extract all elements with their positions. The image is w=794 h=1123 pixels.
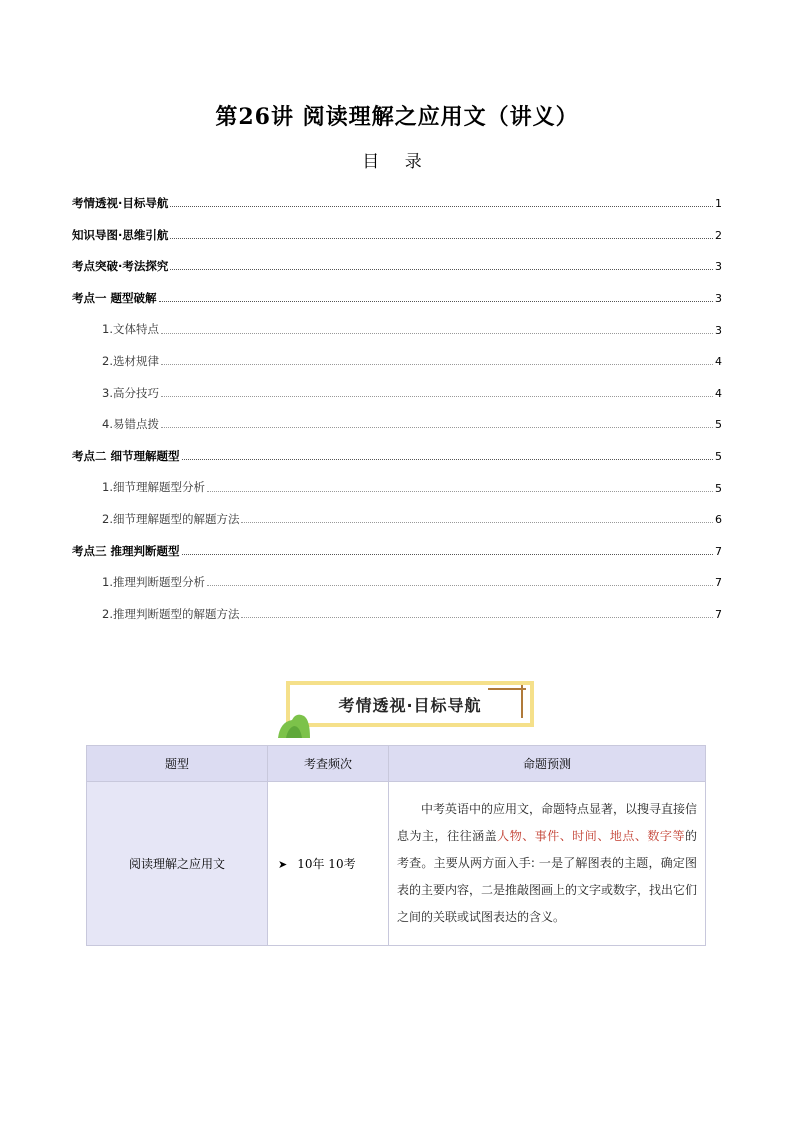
toc-item[interactable] [72, 220, 722, 252]
toc-item-page: 4 [715, 355, 722, 369]
toc-leader-dots [241, 522, 713, 523]
page-title: 第26讲 阅读理解之应用文（讲义） [215, 104, 579, 130]
toc-item-page: 2 [715, 228, 722, 242]
toc-item-page: 3 [715, 260, 722, 274]
toc-item-page: 6 [715, 513, 722, 527]
header-prediction: 命题预测 [389, 746, 706, 782]
toc-item-label: 1.推理判断题型分析 [102, 575, 205, 590]
toc-leader-dots [207, 491, 713, 492]
toc-item[interactable] [72, 567, 722, 599]
toc-item-label: 考点一 题型破解 [72, 290, 157, 305]
toc-item[interactable] [72, 472, 722, 504]
toc-item[interactable] [72, 251, 722, 283]
toc-leader-dots [159, 301, 713, 302]
exam-info-table [86, 745, 706, 946]
toc-item-label: 2.细节理解题型的解题方法 [102, 511, 240, 526]
toc-item-page: 3 [715, 292, 722, 306]
toc-leader-dots [170, 269, 713, 270]
toc-item[interactable] [72, 536, 722, 568]
cell-frequency [268, 782, 389, 946]
table-row [87, 782, 706, 946]
toc-item-label: 知识导图·思维引航 [72, 227, 169, 242]
prediction-text-start: 中考英语中的应用文，命题特点显著，以搜寻直接信息为主，往往涵盖 [397, 802, 698, 843]
arrow-bullet-icon: ➤ [278, 858, 288, 871]
toc-leader-dots [161, 427, 713, 428]
toc-leader-dots [161, 364, 713, 365]
toc-item-page: 7 [715, 576, 722, 590]
toc-item-label: 4.易错点拨 [102, 417, 159, 432]
prediction-text-end: 的考查。主要从两方面入手: 一是了解图表的主题，确定图表的主要内容，二是推敲图画上的文字或数字，找出它们之间的关联或试图表达的含义。 [397, 829, 698, 924]
toc-leader-dots [182, 459, 713, 460]
header-frequency: 考查频次 [268, 746, 389, 782]
toc-item[interactable] [72, 441, 722, 473]
toc-heading: 目 录 [362, 152, 432, 172]
toc-leader-dots [241, 617, 713, 618]
toc-item[interactable] [72, 283, 722, 315]
header-type: 题型 [87, 746, 268, 782]
table-header-row [87, 746, 706, 782]
toc-item-page: 5 [715, 481, 722, 495]
cell-prediction [389, 782, 706, 946]
frequency-value: 10年 10考 [297, 857, 356, 871]
toc-item-label: 3.高分技巧 [102, 385, 159, 400]
toc-item-page: 5 [715, 418, 722, 432]
toc-item-page: 1 [715, 197, 722, 211]
toc-item-page: 7 [715, 608, 722, 622]
mountain-icon [276, 676, 546, 740]
toc-item-label: 考点三 推理判断题型 [72, 543, 180, 558]
toc-item-page: 5 [715, 450, 722, 464]
toc-item[interactable] [72, 188, 722, 220]
toc-item[interactable] [72, 346, 722, 378]
toc-item-label: 考点二 细节理解题型 [72, 448, 180, 463]
toc-leader-dots [170, 206, 713, 207]
toc-item[interactable] [72, 378, 722, 410]
toc-item[interactable] [72, 599, 722, 631]
cell-question-type: 阅读理解之应用文 [87, 782, 268, 946]
toc-item-label: 1.细节理解题型分析 [102, 480, 205, 495]
toc-item-page: 4 [715, 386, 722, 400]
toc-item[interactable] [72, 409, 722, 441]
toc-item-label: 考情透视·目标导航 [72, 196, 169, 211]
toc-item-page: 3 [715, 323, 722, 337]
toc-item[interactable] [72, 504, 722, 536]
toc-leader-dots [161, 333, 713, 334]
prediction-highlight: 人物、事件、时间、地点、数字等 [497, 829, 685, 843]
toc-leader-dots [182, 554, 713, 555]
toc-item-label: 1.文体特点 [102, 322, 159, 337]
toc-item-label: 2.推理判断题型的解题方法 [102, 606, 240, 621]
toc-leader-dots [161, 396, 713, 397]
toc-leader-dots [170, 238, 713, 239]
toc-item-label: 2.选材规律 [102, 354, 159, 369]
toc-item[interactable] [72, 314, 722, 346]
toc-leader-dots [207, 585, 713, 586]
section-banner [276, 676, 546, 740]
banner-title: 考情透视·目标导航 [338, 695, 482, 715]
toc-item-label: 考点突破·考法探究 [72, 259, 169, 274]
table-of-contents [72, 188, 722, 630]
toc-item-page: 7 [715, 544, 722, 558]
